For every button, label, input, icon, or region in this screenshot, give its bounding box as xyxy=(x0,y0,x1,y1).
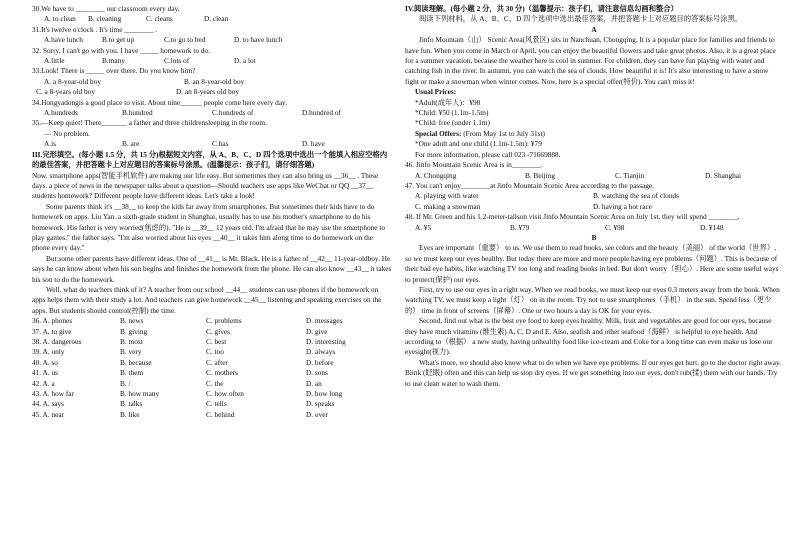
question-32: 32. Sorry. I can't go with you. I have _____ homework to do. xyxy=(32,45,210,55)
passage-b-paragraph-4: What's more, we should also know what to do when we have eye problems. If our eyes get hurt, go to the doctor right away. Blink (眨眼) often and this can help us stop dry eyes. If we get something into our eyes, don't rub(揉) them with our hands. Try to use clean water to wash them. xyxy=(405,357,781,388)
option: D. an 8-years old boy xyxy=(176,87,240,97)
price-item: *Child: ¥50 (1.1m-1.5m) xyxy=(415,108,489,118)
option: D. before xyxy=(306,357,334,367)
answer-row xyxy=(32,347,392,357)
passage-b-paragraph-1: Eyes are important（重要） to us. We use them to read books, see colors and the beauty（美丽） of the world（世界）, so we must keep our eyes healthy. But today there are more and more people having eye problems（问题）. This is because of their bad eye habits, like watching TV too long and reading books in bed. But don't worry（担心）. Here are some useful ways to protect(保护) our eyes. xyxy=(405,243,779,284)
passage-a-label: A xyxy=(591,24,597,34)
option: B. how many xyxy=(120,389,160,399)
answer-row xyxy=(32,368,392,378)
option: C. a 8-years old boy xyxy=(36,87,95,97)
option: B. news xyxy=(120,316,144,326)
option: B.hundred xyxy=(122,108,153,118)
option: A.hundreds xyxy=(44,108,78,118)
option: 42. A. a xyxy=(32,378,55,388)
question-33: 33.Look! There is _____ over there. Do you know him? xyxy=(32,66,196,76)
option: B. cleaning xyxy=(88,14,122,24)
question-32-options xyxy=(32,56,392,66)
option: A. Chongqing xyxy=(415,170,457,180)
usual-prices-title: Usual Prices: xyxy=(415,87,457,97)
option: 40. A. so xyxy=(32,357,58,367)
option: 37. A. to give xyxy=(32,326,72,336)
option: B. watching the sea of clouds xyxy=(593,191,679,201)
option: B. very xyxy=(120,347,142,357)
option: B. like xyxy=(120,409,140,419)
option: D. having a hot race xyxy=(593,201,652,211)
option: C.has xyxy=(212,139,229,149)
passage-b-paragraph-2: First, try to use our eyes in a right way. When we read books, we must keep our eyes 0.3 meters away from the book. When watching TV, we must keep a light（灯） on in the room. Try not to use smartphones（手机） in the sun. Spend less（更少的） time in front of screens（屏幕）. One or two hours a day is OK for your eyes. xyxy=(405,284,780,315)
special-offers-title: Special Offers: xyxy=(415,128,462,138)
option: D. interesting xyxy=(306,337,346,346)
option: D. sons xyxy=(306,368,328,378)
question-31: 31.It's twelve o'clock . It's time ________ . xyxy=(32,24,158,34)
right-column xyxy=(405,4,783,389)
option: C. too xyxy=(206,347,224,357)
question-30-options xyxy=(32,14,392,24)
question-34: 34.Hongyadongis a good place to visit. About nine______ people come here every day. xyxy=(32,97,288,107)
option: C. gives xyxy=(206,326,230,336)
option: C. making a snowman xyxy=(415,201,481,211)
option: B. them xyxy=(120,368,144,378)
option: D. clean xyxy=(204,14,229,24)
question-47: 47. You can't enjoy________at Jinfo Mountain Scenic Area according to the passage. xyxy=(405,180,654,190)
option: C. ¥98 xyxy=(605,222,625,232)
option: D. give xyxy=(306,326,328,336)
section-4-description: 阅读下列材料，从 A、B、C、D 四个选项中选出最佳答案，并把答题卡上对应题目的答案标号涂黑。 xyxy=(419,14,743,24)
contact-info: For more information, please call 023 -71669888. xyxy=(415,149,561,159)
option: D. how long xyxy=(306,389,343,399)
cloze-paragraph-2: Some parents think it's __38__ to keep the kids far away from smartphones. But sometimes their kids have to do homework on apps. Liu Yan. a sixth-grade student in Shanghai, usually has to use his mother's smartphone to do his homework. His father is very worried(焦虑的). "He is __39__ 12 years old. I'm afraid that he may use the smartphone to play games." the father says. "I'm also worried about his eyes __40__ it takes him along time to do homework on the phone every day." xyxy=(32,201,386,253)
option: B. because xyxy=(120,357,152,367)
option: A.have lunch xyxy=(44,35,83,45)
option: C. best xyxy=(206,337,227,346)
answer-row xyxy=(32,358,392,368)
option: C. mothers xyxy=(206,368,239,378)
option: D. have xyxy=(302,139,325,149)
option: 43. A. how far xyxy=(32,389,74,399)
price-item: *Adult(成年人)：¥98 xyxy=(415,97,481,107)
option: 36. A. phones xyxy=(32,316,73,326)
option: C. problems xyxy=(206,316,242,326)
question-46-options xyxy=(405,171,783,181)
option: A. to clean xyxy=(44,14,76,24)
option: 45. A. near xyxy=(32,409,65,419)
option: C. cleans xyxy=(146,14,173,24)
answer-row xyxy=(32,337,392,347)
passage-b-paragraph-3: Second, find out what is the best eye food to keep eyes healthy. Milk, fruit and vegetables are good for our eyes, because they have much vitamins (维生素) A, C, D and E. Also, seafish and other seafood（海鲜） is helpful to eye health. And according to（根据） a new study, having unhealthy food like ice-cream and Coke for a long time can even make us lose our eyesight(视力). xyxy=(405,316,773,357)
question-33-options-2 xyxy=(32,87,392,97)
special-offers xyxy=(405,129,783,139)
option: B. talks xyxy=(120,399,143,409)
option: 44. A. says xyxy=(32,399,65,409)
option: C. tells xyxy=(206,399,227,409)
option: C. the xyxy=(206,378,224,388)
question-46: 46. Jinfo Mountain Scenic Area is in________. xyxy=(405,160,543,170)
question-35-reply: — No problem. xyxy=(44,128,91,138)
option: B. ¥79 xyxy=(510,222,530,232)
option: B.to get up xyxy=(102,35,135,45)
option: D. Shanghai xyxy=(705,170,742,180)
option: D. ¥148 xyxy=(700,222,724,232)
question-47-options xyxy=(405,191,783,201)
option: B. giving xyxy=(120,326,148,336)
option: D.hundred of xyxy=(302,108,341,118)
option: B.many xyxy=(102,56,125,66)
question-48: 48. If Mr. Green and his 1.2-meter-tallson visit Jinfo Mountain Scenic Area on July 1st, they will spend ________. xyxy=(405,212,740,222)
passage-a-paragraph: Jinfo Mountain（山） Scenic Area(风景区) sits in Nanchuan, Chongqing. It is a popular place for families and friends to have fun. When you come in March or April, you can enjoy the beautiful flowers and take great photos. Also, it is a great place for a summer vacation, because the weather here is cool in summer. For children, they can have fun playing with water and catching fish in the river. In autumn, you can watch the sea of clouds. How beautiful it is! It's also interesting to have a snow fight or make a snowman when winter comes. Now, here is a special offer(特价). You can't miss it! xyxy=(405,35,776,86)
passage-b-label: B xyxy=(591,232,597,242)
question-48-options xyxy=(405,223,783,233)
question-35-options xyxy=(32,139,392,149)
answer-row xyxy=(32,410,392,420)
option: A.little xyxy=(44,56,65,66)
option: C.hundreds of xyxy=(212,108,254,118)
section-4-title: IV.阅读理解。(每小题 2 分，共 30 分)（温馨提示：孩子们，请注意信息勾画和整合） xyxy=(405,4,678,13)
option: 41. A. us xyxy=(32,368,58,378)
option: D. messages xyxy=(306,316,343,326)
option: C. behind xyxy=(206,409,235,419)
option: D. speaks xyxy=(306,399,335,409)
option: C. how often xyxy=(206,389,244,399)
cloze-paragraph-1: Now. smartphone apps(智能手机软件) are making our life easy. But sometimes they can also bring us __36__ . These days. a piece of news in the newspaper talks about a question—Should teachers use apps like WeChat or QQ __37__ students homework? Different people have different ideas. Let's take a look! xyxy=(32,170,379,201)
option: B. / xyxy=(120,378,131,388)
question-31-options xyxy=(32,35,392,45)
option: B. are xyxy=(122,139,140,149)
answer-row xyxy=(32,327,392,337)
special-offers-period: (From May 1st to July 31st) xyxy=(461,128,545,138)
option: B. most xyxy=(120,337,143,346)
cloze-paragraph-3: But some other parents have different ideas. One of __41__ is Mr. Black. He is a father of __42__ 11-year-oldboy. He says he can know about when his son begins and finishes the homework from the phone. He can also know __43__ it takes his son to do the homework. xyxy=(32,253,392,284)
question-47-options-2 xyxy=(405,202,783,212)
answer-row xyxy=(32,399,392,409)
section-3-title: III.完形填空。(每小题 1.5 分，共 15 分)根据短文内容，从 A、B、C、D 四个选项中选出一个能填入相应空格内的最佳答案，并把答题卡上对应题目的答案标号涂黑。(温馨提示：孩子们，请仔细答题) xyxy=(32,149,388,170)
left-column xyxy=(32,4,392,420)
question-34-options xyxy=(32,108,392,118)
option: C.lots of xyxy=(164,56,190,66)
option: A. playing with water xyxy=(415,191,479,201)
option: D. an xyxy=(306,378,322,388)
price-item: *Child: free (under 1.1m) xyxy=(415,118,490,128)
question-30: 30.We have to ________ our classroom every day. xyxy=(32,4,180,13)
option: B. an 8-year-old boy xyxy=(184,76,245,86)
option: A. a 8-year-old boy xyxy=(44,76,101,86)
answer-row xyxy=(32,316,392,326)
answer-row xyxy=(32,389,392,399)
option: A. ¥5 xyxy=(415,222,432,232)
offer-item: *One adult and one child (1.1m-1.5m): ¥79 xyxy=(415,139,542,149)
question-33-options xyxy=(32,77,392,87)
question-35: 35.—Keep quiet! There_______ a father and three childrensleeping in the room. xyxy=(32,118,267,128)
option: C. after xyxy=(206,357,228,367)
option: D. to have lunch xyxy=(234,35,283,45)
option: D. over xyxy=(306,409,328,419)
option: C. Tianjin xyxy=(615,170,645,180)
option: D. a lot xyxy=(234,56,256,66)
option: 39. A. only xyxy=(32,347,65,357)
option: 38. A. dangerous xyxy=(32,337,82,346)
cloze-answer-table xyxy=(32,316,392,420)
option: A.is xyxy=(44,139,56,149)
cloze-paragraph-4: Well. what do teachers think of it? A teacher from our school __44__ students can use phones if the homework on apps helps them with their study a lot. And teachers can give homework __45__ listening and speaking exercises on the apps. But students should control(控制) the time. xyxy=(32,284,382,315)
option: C.to go to bed xyxy=(164,35,206,45)
option: B. Beijing xyxy=(525,170,555,180)
answer-row xyxy=(32,379,392,389)
option: D. always xyxy=(306,347,336,357)
